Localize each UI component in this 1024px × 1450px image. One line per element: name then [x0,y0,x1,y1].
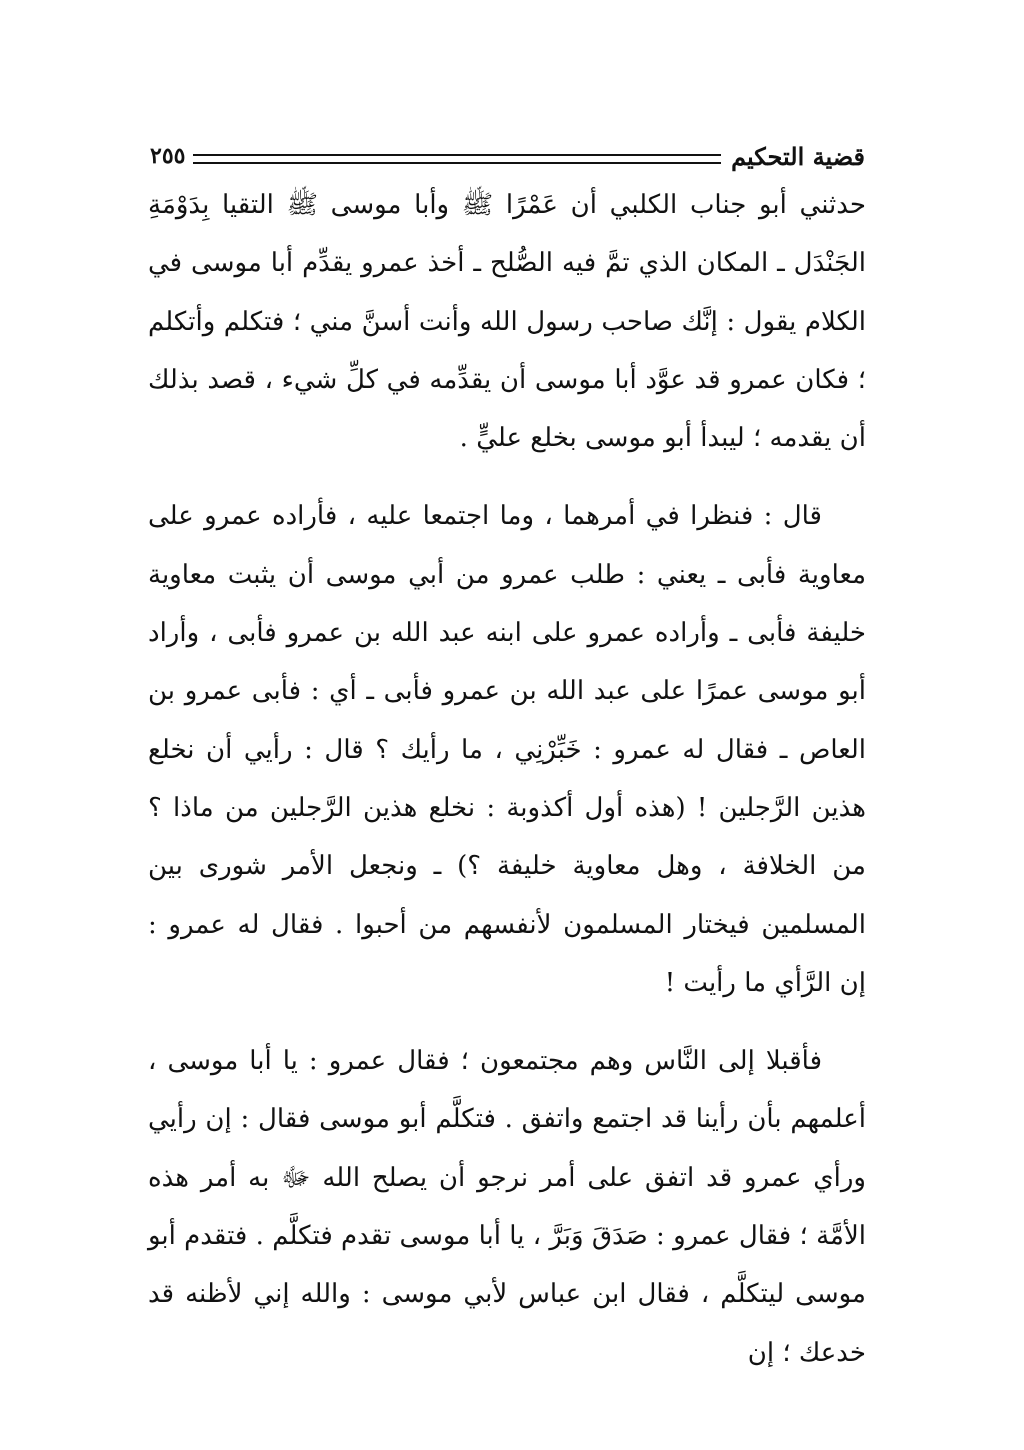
page-number: ٢٥٥ [150,143,186,169]
paragraph: حدثني أبو جناب الكلبي أن عَمْرًا ﷺ وأبا موسى ﷺ التقيا بِدَوْمَةِ الجَنْدَل ـ المكان الذي تمَّ فيه الصُّلح ـ أخذ عمرو يقدِّم أبا موسى في الكلام يقول : إنَّك صاحب رسول الله وأنت أسنَّ مني ؛ فتكلم وأتكلم ؛ فكان عمرو قد عوَّد أبا موسى أن يقدِّمه في كلِّ شيء ، قصد بذلك أن يقدمه ؛ ليبدأ أبو موسى بخلع عليٍّ . [148,190,866,454]
paragraph: فأقبلا إلى النَّاس وهم مجتمعون ؛ فقال عمرو : يا أبا موسى ، أعلمهم بأن رأينا قد اجتمع واتفق . فتكلَّم أبو موسى فقال : إن رأيي ورأي عمرو قد اتفق على أمر نرجو أن يصلح الله ﷻ به أمر هذه الأمَّة ؛ فقال عمرو : صَدَقَ وَبَرَّ ، يا أبا موسى تقدم فتكلَّم . فتقدم أبو موسى ليتكلَّم ، فقال ابن عباس لأبي موسى : والله إني لأظنه قد خدعك ؛ إن [148,1046,867,1368]
chapter-title: قضية التحكيم [731,141,865,171]
paragraph: قال : فنظرا في أمرهما ، وما اجتمعا عليه ، فأراده عمرو على معاوية فأبى ـ يعني : طلب عمرو من أبي موسى أن يثبت معاوية خليفة فأبى ـ وأراده عمرو على ابنه عبد الله بن عمرو فأبى ، وأراد أبو موسى عمرًا على عبد الله بن عمرو فأبى ـ أي : فأبى عمرو بن العاص ـ فقال له عمرو : خَبِّرْنِي ، ما رأيك ؟ قال : رأيي أن نخلع هذين الرَّجلين ! (هذه أول أكذوبة : نخلع هذين الرَّجلين من ماذا ؟ من الخلافة ، وهل معاوية خليفة ؟) ـ ونجعل الأمر شورى بين المسلمين فيختار المسلمون لأنفسهم من أحبوا . فقال له عمرو : إن الرَّأي ما رأيت ! [148,501,866,998]
header-rule [193,154,721,164]
body-text [148,176,866,1382]
running-header [150,136,865,176]
